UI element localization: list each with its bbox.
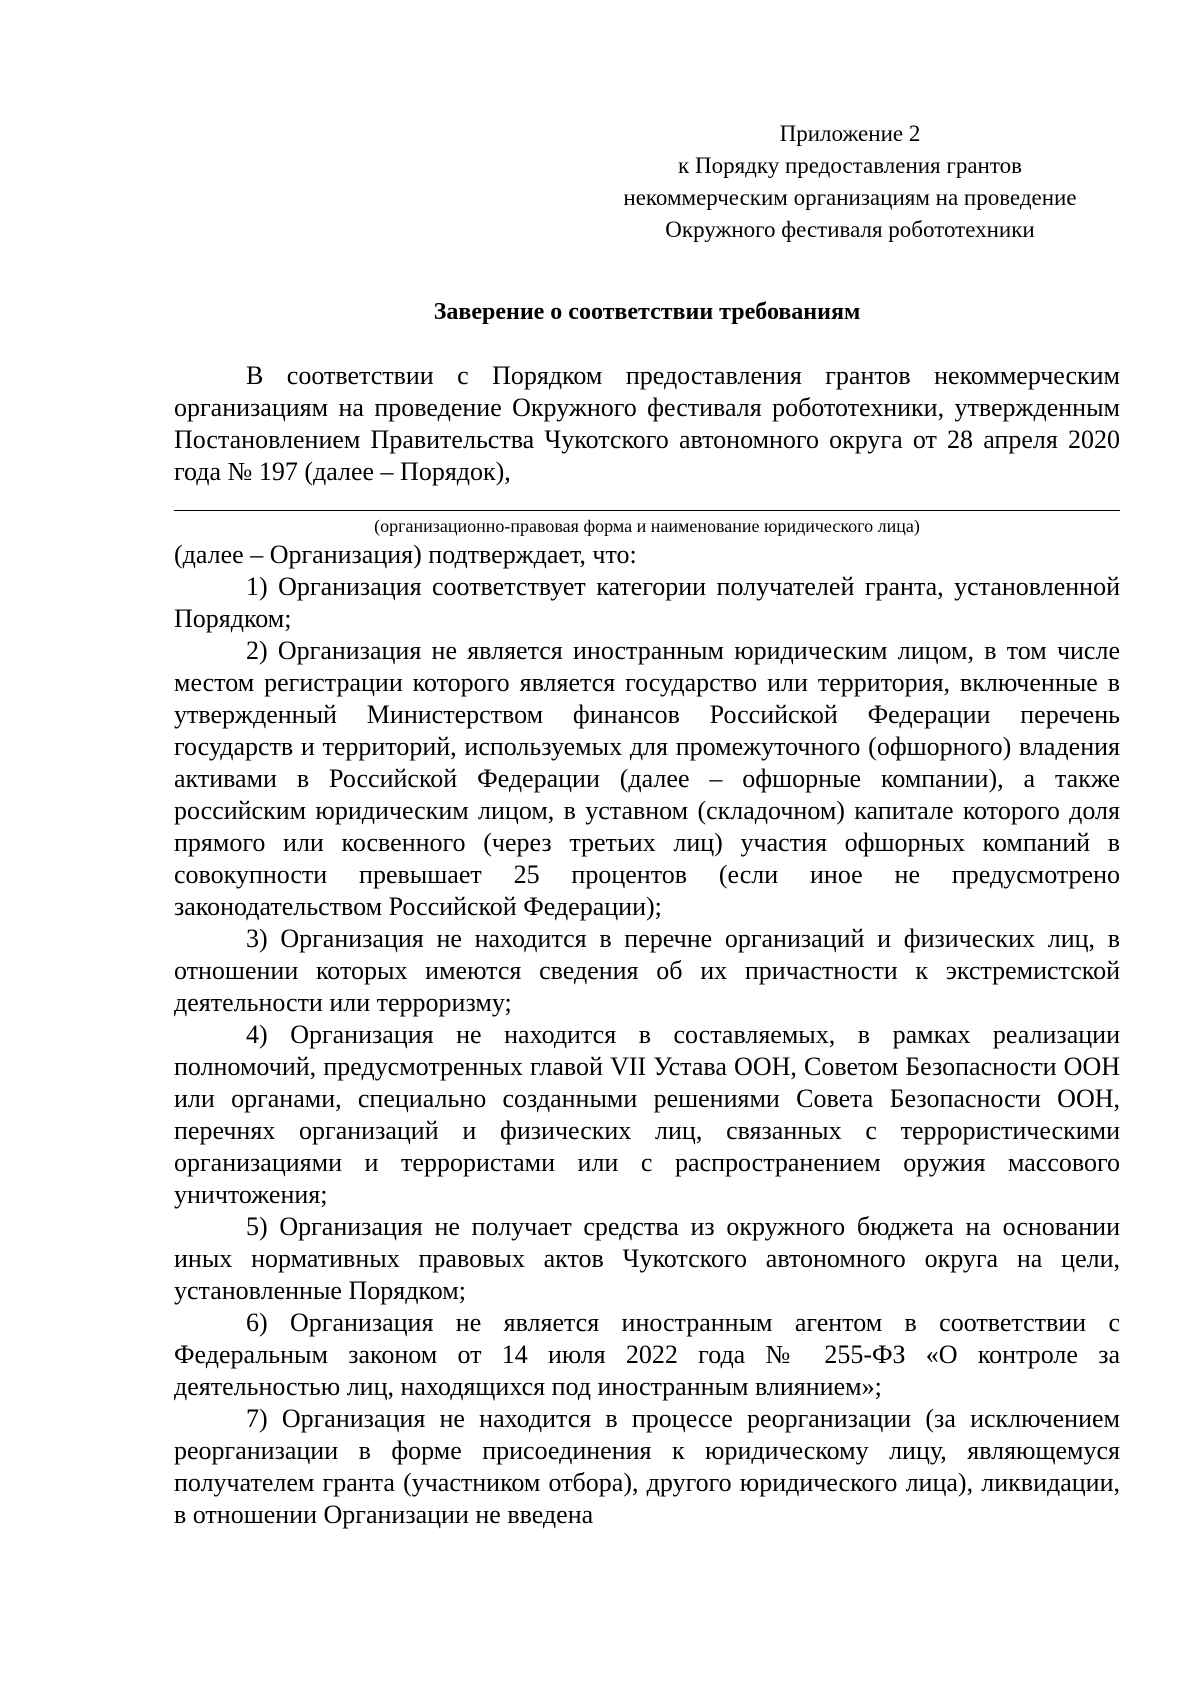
document-body	[174, 360, 1120, 1531]
list-item: 6) Организация не является иностранным агентом в соответствии с Федеральным законом от 14 июля 2022 года № 255-ФЗ «О контроле за деятельностью лиц, находящихся под иностранным влиянием»;	[174, 1308, 1120, 1401]
list-item: 4) Организация не находится в составляемых, в рамках реализации полномочий, предусмотренных главой VII Устава ООН, Советом Безопасности ООН или органами, специально созданными решениями Совета Безопасности ООН, перечнях организаций и физических лиц, связанных с террористическими организациями и террористами или с распространением оружия массового уничтожения;	[174, 1020, 1120, 1209]
appendix-line: Окружного фестиваля робототехники	[665, 217, 1035, 242]
after-field-paragraph: (далее – Организация) подтверждает, что:	[174, 540, 637, 569]
list-item: 7) Организация не находится в процессе реорганизации (за исключением реорганизации в форме присоединения к юридическому лицу, являющемуся получателем гранта (участником отбора), другого юридического лица), ликвидации, в отношении Организации не введена	[174, 1404, 1120, 1529]
list-item: 2) Организация не является иностранным юридическим лицом, в том числе местом регистрации которого является государство или территория, включенные в утвержденный Министерством финансов Российской Федерации перечень государств и территорий, используемых для промежуточного (офшорного) владения активами в Российской Федерации (далее – офшорные компании), а также российским юридическим лицом, в уставном (складочном) капитале которого доля прямого или косвенного (через третьих лиц) участия офшорных компаний в совокупности превышает 25 процентов (если иное не предусмотрено законодательством Российской Федерации);	[174, 636, 1120, 921]
list-item: 1) Организация соответствует категории получателей гранта, установленной Порядком;	[174, 572, 1120, 633]
organization-name-field	[174, 488, 1120, 511]
list-item: 5) Организация не получает средства из окружного бюджета на основании иных нормативных правовых актов Чукотского автономного округа на цели, установленные Порядком;	[174, 1212, 1120, 1305]
list-item: 3) Организация не находится в перечне организаций и физических лиц, в отношении которых имеются сведения об их причастности к экстремистской деятельности или терроризму;	[174, 924, 1120, 1017]
appendix-line: некоммерческим организациям на проведение	[623, 185, 1077, 210]
document-title: Заверение о соответствии требованиям	[433, 299, 861, 325]
appendix-line: к Порядку предоставления грантов	[678, 153, 1022, 178]
appendix-header	[560, 118, 1140, 246]
field-caption: (организационно-правовая форма и наименование юридического лица)	[374, 516, 920, 536]
intro-paragraph: В соответствии с Порядком предоставления грантов некоммерческим организациям на проведение Окружного фестиваля робототехники, утвержденным Постановлением Правительства Чукотского автономного округа от 28 апреля 2020 года № 197 (далее – Порядок),	[174, 361, 1120, 486]
appendix-line: Приложение 2	[779, 121, 921, 146]
